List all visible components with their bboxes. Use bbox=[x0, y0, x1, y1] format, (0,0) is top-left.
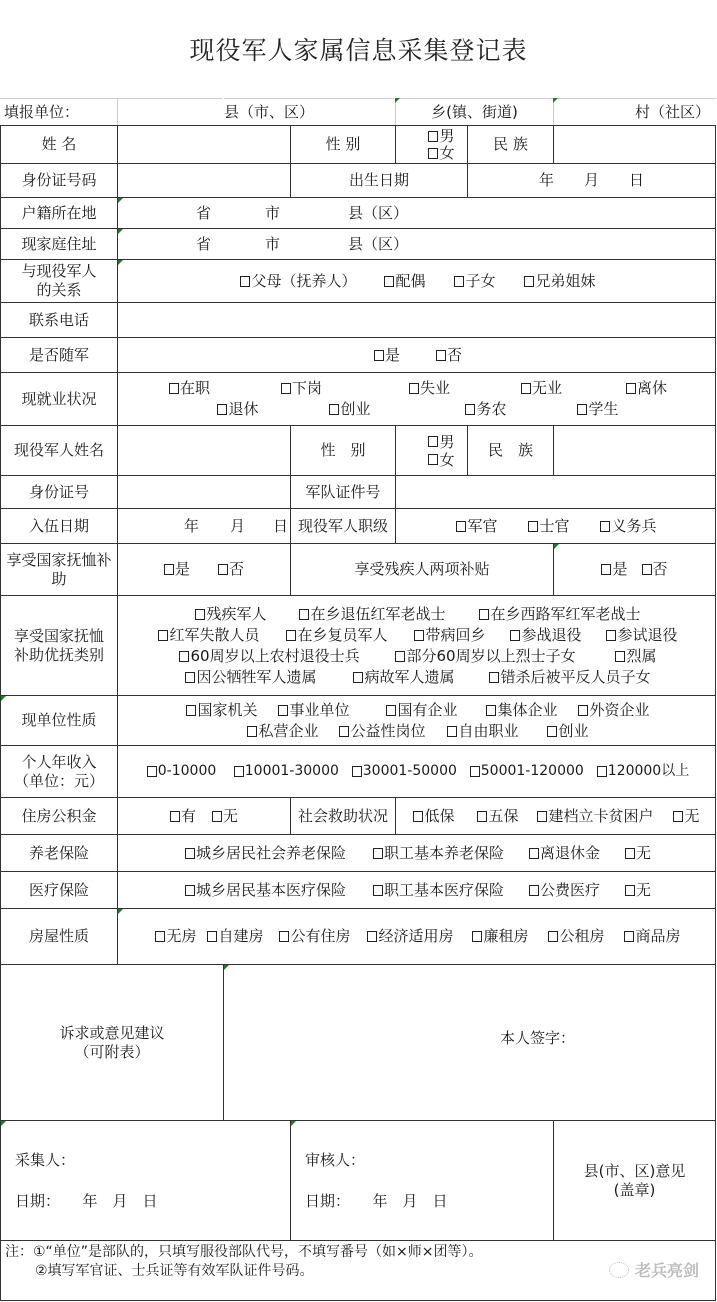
category-checkbox[interactable]: 错杀后被平反人员子女 bbox=[489, 667, 650, 688]
unit-type-checkbox[interactable]: 创业 bbox=[547, 721, 588, 742]
checkbox-icon bbox=[286, 630, 296, 641]
county-label: 县（市、区） bbox=[224, 98, 394, 125]
relation-child-checkbox[interactable]: 子女 bbox=[454, 271, 524, 292]
checkbox-icon bbox=[428, 148, 438, 159]
enlist-label: 入伍日期 bbox=[0, 508, 118, 544]
follow-options bbox=[117, 337, 716, 373]
cell-marker bbox=[118, 229, 123, 234]
checkbox-icon bbox=[428, 454, 438, 465]
employment-label: 现就业状况 bbox=[0, 372, 118, 426]
enlist-input[interactable]: 年 月 日 bbox=[117, 508, 291, 544]
cell-marker bbox=[118, 198, 123, 203]
checkbox-icon bbox=[528, 521, 538, 532]
checkbox-icon bbox=[547, 726, 557, 737]
category-checkbox[interactable]: 在乡退伍红军老战士 bbox=[299, 604, 479, 625]
income-options bbox=[117, 745, 716, 798]
checkbox-icon bbox=[240, 276, 250, 287]
wechat-icon bbox=[609, 1262, 629, 1278]
income-label: 个人年收入（单位：元） bbox=[0, 745, 118, 798]
appeal-input[interactable] bbox=[223, 964, 716, 1121]
soldier-id-label: 身份证号 bbox=[0, 475, 118, 509]
address-input[interactable]: 省 市 县（区） bbox=[117, 228, 716, 260]
checkbox-icon bbox=[436, 350, 446, 361]
unit-type-options bbox=[117, 695, 716, 746]
medical-checkbox[interactable]: 无 bbox=[625, 880, 651, 901]
income-checkbox[interactable]: 10001-30000 bbox=[234, 761, 352, 782]
gender-male-checkbox[interactable]: 男 bbox=[428, 128, 454, 145]
checkbox-icon bbox=[626, 383, 636, 394]
checkbox-icon bbox=[624, 931, 634, 942]
aid-checkbox[interactable]: 无 bbox=[673, 806, 699, 827]
checkbox-icon bbox=[281, 383, 291, 394]
cell-marker bbox=[291, 1121, 296, 1126]
cell-marker bbox=[1, 1121, 6, 1126]
military-id-input[interactable] bbox=[395, 475, 716, 509]
checkbox-icon bbox=[234, 766, 244, 777]
relation-options bbox=[117, 259, 716, 303]
checkbox-icon bbox=[414, 630, 424, 641]
checkbox-icon bbox=[521, 383, 531, 394]
cell-marker bbox=[118, 909, 123, 914]
checkbox-icon bbox=[169, 383, 179, 394]
reviewer-date: 日期： 年 月 日 bbox=[305, 1191, 448, 1210]
cell-marker bbox=[1, 696, 6, 701]
checkbox-icon bbox=[217, 404, 227, 415]
checkbox-icon bbox=[477, 811, 487, 822]
checkbox-icon bbox=[164, 564, 174, 575]
checkbox-icon bbox=[606, 630, 616, 641]
employment-unemployed-checkbox[interactable]: 失业 bbox=[409, 378, 521, 399]
checkbox-icon bbox=[186, 705, 196, 716]
pension-yes-checkbox[interactable]: 是 bbox=[164, 560, 190, 579]
checkbox-icon bbox=[537, 811, 547, 822]
id-input[interactable] bbox=[117, 163, 291, 198]
employment-startup-checkbox[interactable]: 创业 bbox=[329, 399, 465, 420]
medical-options bbox=[117, 871, 716, 909]
income-checkbox[interactable]: 50001-120000 bbox=[470, 761, 597, 782]
checkbox-icon bbox=[600, 521, 610, 532]
soldier-ethnicity-label: 民 族 bbox=[467, 425, 554, 476]
housing-label: 房屋性质 bbox=[0, 908, 118, 965]
checkbox-icon bbox=[625, 848, 635, 859]
soldier-name-input[interactable] bbox=[117, 425, 291, 476]
collector-date: 日期： 年 月 日 bbox=[15, 1191, 158, 1210]
medical-checkbox[interactable]: 公费医疗 bbox=[529, 880, 625, 901]
cell-marker bbox=[395, 98, 400, 103]
gender-female-checkbox[interactable]: 女 bbox=[428, 145, 454, 162]
category-checkbox[interactable]: 参战退役 bbox=[510, 625, 606, 646]
note-line-1: 注：①“单位”是部队的，只填写服役部队代号，不填写番号（如×师×团等）。 bbox=[5, 1244, 483, 1260]
unit-label: 填报单位： bbox=[0, 98, 117, 125]
name-input[interactable] bbox=[117, 125, 291, 164]
checkbox-icon bbox=[170, 811, 180, 822]
village-label: 村（社区） bbox=[553, 98, 716, 125]
checkbox-icon bbox=[212, 811, 222, 822]
disabled-no-checkbox[interactable]: 否 bbox=[642, 560, 668, 579]
soldier-name-label: 现役军人姓名 bbox=[0, 425, 118, 476]
category-checkbox[interactable]: 参试退役 bbox=[606, 625, 677, 646]
medical-checkbox[interactable]: 职工基本医疗保险 bbox=[373, 880, 529, 901]
pension-insurance-options bbox=[117, 834, 716, 872]
housing-checkbox[interactable]: 廉租房 bbox=[472, 926, 548, 947]
housing-checkbox[interactable]: 自建房 bbox=[207, 926, 279, 947]
checkbox-icon bbox=[353, 672, 363, 683]
checkbox-icon bbox=[456, 521, 466, 532]
category-label: 享受国家抚恤补助优抚类别 bbox=[0, 595, 118, 696]
household-label: 户籍所在地 bbox=[0, 197, 118, 229]
category-checkbox[interactable]: 残疾军人 bbox=[195, 604, 299, 625]
aid-checkbox[interactable]: 五保 bbox=[477, 806, 537, 827]
category-options bbox=[117, 595, 716, 696]
pension-no-checkbox[interactable]: 否 bbox=[218, 560, 244, 579]
unit-type-checkbox[interactable]: 事业单位 bbox=[278, 700, 386, 721]
category-checkbox[interactable]: 红军失散人员 bbox=[158, 625, 286, 646]
category-checkbox[interactable]: 在乡复员军人 bbox=[286, 625, 414, 646]
disabled-subsidy-label: 享受残疾人两项补贴 bbox=[290, 543, 554, 596]
signature-label: 本人签字： bbox=[500, 1029, 576, 1047]
aid-checkbox[interactable]: 低保 bbox=[413, 806, 477, 827]
checkbox-icon bbox=[329, 404, 339, 415]
checkbox-icon bbox=[529, 885, 539, 896]
follow-no-checkbox[interactable]: 否 bbox=[436, 345, 462, 366]
pension-insurance-checkbox[interactable]: 职工基本养老保险 bbox=[373, 843, 529, 864]
checkbox-icon bbox=[373, 885, 383, 896]
checkbox-icon bbox=[470, 766, 480, 777]
fund-no-checkbox[interactable]: 无 bbox=[212, 807, 238, 826]
unit-type-checkbox[interactable]: 私营企业 bbox=[247, 721, 339, 742]
aid-label: 社会救助状况 bbox=[290, 797, 396, 835]
checkbox-icon bbox=[577, 404, 587, 415]
checkbox-icon bbox=[179, 651, 189, 662]
collector-section[interactable] bbox=[0, 1120, 291, 1241]
checkbox-icon bbox=[578, 705, 588, 716]
checkbox-icon bbox=[524, 276, 534, 287]
unit-type-label: 现单位性质 bbox=[0, 695, 118, 746]
gender-options bbox=[395, 125, 468, 164]
aid-checkbox[interactable]: 建档立卡贫困户 bbox=[537, 806, 673, 827]
checkbox-icon bbox=[207, 931, 217, 942]
checkbox-icon bbox=[673, 811, 683, 822]
employment-student-checkbox[interactable]: 学生 bbox=[577, 399, 618, 420]
soldier-id-input[interactable] bbox=[117, 475, 291, 509]
checkbox-icon bbox=[472, 931, 482, 942]
employment-farming-checkbox[interactable]: 务农 bbox=[465, 399, 577, 420]
category-checkbox[interactable]: 60周岁以上农村退役士兵 bbox=[179, 646, 395, 667]
reviewer-section[interactable] bbox=[290, 1120, 554, 1241]
checkbox-icon bbox=[339, 726, 349, 737]
checkbox-icon bbox=[386, 705, 396, 716]
employment-employed-checkbox[interactable]: 在职 bbox=[169, 378, 281, 399]
town-label: 乡(镇、街道) bbox=[395, 98, 553, 125]
rank-nco-checkbox[interactable]: 士官 bbox=[528, 516, 600, 537]
housing-checkbox[interactable]: 公有住房 bbox=[279, 926, 367, 947]
cell-marker bbox=[118, 260, 123, 265]
checkbox-icon bbox=[155, 931, 165, 942]
watermark: 老兵亮剑 bbox=[609, 1258, 699, 1281]
checkbox-icon bbox=[373, 848, 383, 859]
county-opinion[interactable]: 县(市、区)意见 (盖章) bbox=[553, 1120, 716, 1241]
category-checkbox[interactable]: 在乡西路军红军老战士 bbox=[479, 604, 640, 625]
unit-type-checkbox[interactable]: 自由职业 bbox=[447, 721, 547, 742]
housing-options bbox=[117, 908, 716, 965]
birth-label: 出生日期 bbox=[290, 163, 468, 198]
rank-options bbox=[395, 508, 716, 544]
rank-officer-checkbox[interactable]: 军官 bbox=[456, 516, 528, 537]
unit-type-checkbox[interactable]: 外资企业 bbox=[578, 700, 649, 721]
housing-checkbox[interactable]: 公租房 bbox=[548, 926, 624, 947]
checkbox-icon bbox=[279, 931, 289, 942]
pension-options bbox=[117, 543, 291, 596]
checkbox-icon bbox=[367, 931, 377, 942]
checkbox-icon bbox=[195, 609, 205, 620]
unit-type-checkbox[interactable]: 集体企业 bbox=[486, 700, 578, 721]
checkbox-icon bbox=[548, 931, 558, 942]
relation-label: 与现役军人的关系 bbox=[0, 259, 118, 303]
relation-parent-checkbox[interactable]: 父母（抚养人） bbox=[240, 271, 384, 292]
category-checkbox[interactable]: 病故军人遗属 bbox=[353, 667, 489, 688]
cell-marker bbox=[554, 544, 559, 549]
checkbox-icon bbox=[601, 564, 611, 575]
soldier-gender-options bbox=[395, 425, 468, 476]
checkbox-icon bbox=[374, 350, 384, 361]
phone-input[interactable] bbox=[117, 302, 716, 338]
checkbox-icon bbox=[479, 609, 489, 620]
checkbox-icon bbox=[428, 436, 438, 447]
phone-label: 联系电话 bbox=[0, 302, 118, 338]
checkbox-icon bbox=[510, 630, 520, 641]
pension-insurance-checkbox[interactable]: 离退休金 bbox=[529, 843, 625, 864]
income-checkbox[interactable]: 120000以上 bbox=[597, 761, 689, 782]
checkbox-icon bbox=[486, 705, 496, 716]
unit-type-checkbox[interactable]: 国有企业 bbox=[386, 700, 486, 721]
checkbox-icon bbox=[185, 885, 195, 896]
gender-label: 性 别 bbox=[290, 125, 396, 164]
housing-checkbox[interactable]: 经济适用房 bbox=[367, 926, 472, 947]
checkbox-icon bbox=[489, 672, 499, 683]
category-checkbox[interactable]: 带病回乡 bbox=[414, 625, 510, 646]
pension-insurance-checkbox[interactable]: 城乡居民社会养老保险 bbox=[185, 843, 373, 864]
category-checkbox[interactable]: 因公牺牲军人遗属 bbox=[185, 667, 353, 688]
checkbox-icon bbox=[447, 726, 457, 737]
ethnicity-label: 民 族 bbox=[467, 125, 554, 164]
cell-marker bbox=[224, 965, 229, 970]
category-checkbox[interactable]: 烈属 bbox=[615, 646, 656, 667]
disabled-subsidy-options bbox=[553, 543, 716, 596]
pension-insurance-checkbox[interactable]: 无 bbox=[625, 843, 651, 864]
fund-options bbox=[117, 797, 291, 835]
employment-options bbox=[117, 372, 716, 426]
appeal-label: 诉求或意见建议 （可附表） bbox=[0, 964, 224, 1121]
checkbox-icon bbox=[625, 885, 635, 896]
medical-label: 医疗保险 bbox=[0, 871, 118, 909]
unit-type-checkbox[interactable]: 公益性岗位 bbox=[339, 721, 447, 742]
relation-sibling-checkbox[interactable]: 兄弟姐妹 bbox=[524, 271, 595, 292]
checkbox-icon bbox=[185, 848, 195, 859]
checkbox-icon bbox=[185, 672, 195, 683]
checkbox-icon bbox=[395, 651, 405, 662]
checkbox-icon bbox=[428, 131, 438, 142]
soldier-gender-female-checkbox[interactable]: 女 bbox=[428, 451, 454, 469]
checkbox-icon bbox=[413, 811, 423, 822]
id-label: 身份证号码 bbox=[0, 163, 118, 198]
checkbox-icon bbox=[384, 276, 394, 287]
aid-options bbox=[395, 797, 716, 835]
note-line-2: ②填写军官证、士兵证等有效军队证件号码。 bbox=[35, 1263, 314, 1279]
cell-marker bbox=[553, 98, 558, 103]
unit-type-checkbox[interactable]: 国家机关 bbox=[186, 700, 278, 721]
checkbox-icon bbox=[529, 848, 539, 859]
checkbox-icon bbox=[409, 383, 419, 394]
checkbox-icon bbox=[147, 766, 157, 777]
checkbox-icon bbox=[247, 726, 257, 737]
collector-label: 采集人： bbox=[15, 1150, 76, 1169]
disabled-yes-checkbox[interactable]: 是 bbox=[601, 560, 627, 579]
checkbox-icon bbox=[454, 276, 464, 287]
income-checkbox[interactable]: 30001-50000 bbox=[352, 761, 470, 782]
category-checkbox[interactable]: 部分60周岁以上烈士子女 bbox=[395, 646, 615, 667]
ethnicity-input[interactable] bbox=[553, 125, 716, 164]
soldier-ethnicity-input[interactable] bbox=[553, 425, 716, 476]
checkbox-icon bbox=[597, 766, 607, 777]
checkbox-icon bbox=[352, 766, 362, 777]
checkbox-icon bbox=[465, 404, 475, 415]
form-title: 现役军人家属信息采集登记表 bbox=[189, 36, 528, 65]
employment-retired-cadre-checkbox[interactable]: 离休 bbox=[626, 378, 667, 399]
rank-conscript-checkbox[interactable]: 义务兵 bbox=[600, 516, 656, 537]
follow-yes-checkbox[interactable]: 是 bbox=[374, 345, 436, 366]
fund-label: 住房公积金 bbox=[0, 797, 118, 835]
pension-label: 享受国家抚恤补助 bbox=[0, 543, 118, 596]
follow-label: 是否随军 bbox=[0, 337, 118, 373]
soldier-gender-male-checkbox[interactable]: 男 bbox=[428, 433, 454, 451]
employment-laidoff-checkbox[interactable]: 下岗 bbox=[281, 378, 409, 399]
income-checkbox[interactable]: 0-10000 bbox=[147, 761, 234, 782]
housing-checkbox[interactable]: 无房 bbox=[155, 926, 207, 947]
unit-input[interactable] bbox=[117, 98, 222, 125]
checkbox-icon bbox=[218, 564, 228, 575]
checkbox-icon bbox=[299, 609, 309, 620]
employment-retired-checkbox[interactable]: 退休 bbox=[217, 399, 329, 420]
pension-insurance-label: 养老保险 bbox=[0, 834, 118, 872]
employment-none-checkbox[interactable]: 无业 bbox=[521, 378, 626, 399]
checkbox-icon bbox=[158, 630, 168, 641]
checkbox-icon bbox=[615, 651, 625, 662]
checkbox-icon bbox=[278, 705, 288, 716]
address-label: 现家庭住址 bbox=[0, 228, 118, 260]
checkbox-icon bbox=[642, 564, 652, 575]
military-id-label: 军队证件号 bbox=[290, 475, 396, 509]
reviewer-label: 审核人： bbox=[305, 1150, 366, 1169]
medical-checkbox[interactable]: 城乡居民基本医疗保险 bbox=[185, 880, 373, 901]
birth-input[interactable]: 年 月 日 bbox=[467, 163, 716, 198]
housing-checkbox[interactable]: 商品房 bbox=[624, 926, 680, 947]
name-label: 姓 名 bbox=[0, 125, 118, 164]
relation-spouse-checkbox[interactable]: 配偶 bbox=[384, 271, 454, 292]
soldier-gender-label: 性 别 bbox=[290, 425, 396, 476]
fund-yes-checkbox[interactable]: 有 bbox=[170, 807, 196, 826]
household-input[interactable]: 省 市 县（区） bbox=[117, 197, 716, 229]
rank-label: 现役军人职级 bbox=[290, 508, 396, 544]
